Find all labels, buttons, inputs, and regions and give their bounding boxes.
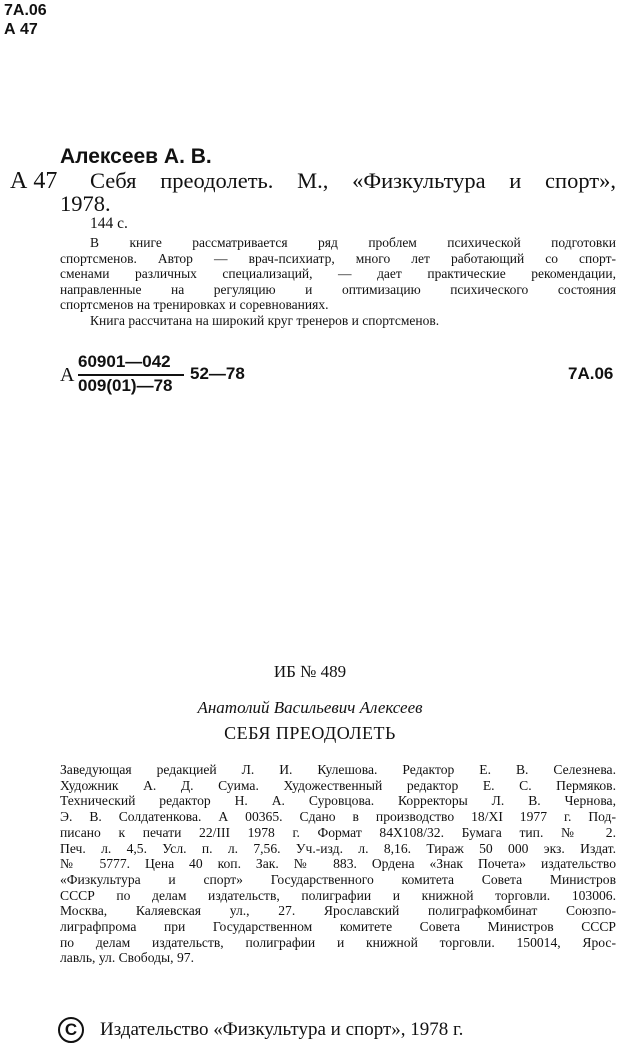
corner-author-mark: А 47 — [4, 21, 38, 38]
annotation — [60, 235, 616, 329]
book-title-line-1: Себя преодолеть. М., «Физкультура и спорт», — [90, 168, 616, 193]
author-mark: А 47 — [10, 168, 58, 194]
imprint-line: «Физкультура и спорт» Государственного комитета Совета Министров — [60, 871, 616, 887]
annotation-line: В книге рассматривается ряд проблем психической подготовки — [90, 235, 616, 250]
annotation-line: направленные на регуляцию и оптимизацию психического состояния — [60, 281, 616, 297]
annotation-line: сменами различных специализаций, — дает практические рекомендации, — [60, 266, 616, 282]
imprint-line: лавль, ул. Свободы, 97. — [60, 950, 194, 966]
author-heading: Алексеев А. В. — [60, 145, 212, 168]
annotation-line: спортсменов. Автор — врач-психиатр, много лет работающий со спорт- — [60, 250, 616, 266]
imprint-line: писано к печати 22/III 1978 г. Формат 84Х108/32. Бумага тип. № 2. — [60, 824, 616, 840]
copyright-icon: C — [58, 1017, 84, 1043]
page-count: 144 с. — [90, 215, 128, 232]
imprint-line: Москва, Каляевская ул., 27. Ярославский полиграфкомбинат Союзпо- — [60, 903, 616, 919]
index-numerator: 60901—042 — [78, 352, 171, 371]
imprint-line: № 5777. Цена 40 коп. Зак. № 883. Ордена «Знак Почета» издательство — [60, 856, 616, 872]
imprint-line: Э. В. Солдатенкова. А 00365. Сдано в производство 18/XI 1977 г. Под- — [60, 809, 616, 825]
colophon-title: СЕБЯ ПРЕОДОЛЕТЬ — [224, 723, 396, 743]
imprint-line: Печ. л. 4,5. Усл. п. л. 7,56. Уч.-изд. л. 8,16. Тираж 50 000 экз. Издат. — [60, 840, 616, 856]
imprint-line: Заведующая редакцией Л. И. Кулешова. Редактор Е. В. Селезнева. — [60, 762, 616, 777]
audience-note: Книга рассчитана на широкий круг тренеров и спортсменов. — [90, 312, 440, 328]
imprint-line: Художник А. Д. Суима. Художественный редактор Е. С. Пермяков. — [60, 777, 616, 793]
imprint-line: Технический редактор Н. А. Суровцова. Корректоры Л. В. Чернова, — [60, 793, 616, 809]
index-denominator: 009(01)—78 — [78, 376, 173, 395]
annotation-line: спортсменов на тренировках и соревнованиях. — [60, 297, 329, 313]
imprint-line: СССР по делам издательств, полиграфии и книжной торговли. 103006. — [60, 887, 616, 903]
imprint-block — [60, 762, 616, 966]
imprint-line: лиграфпрома при Государственном комитете Совета Министров СССР — [60, 919, 616, 935]
bbk-code: 7А.06 — [568, 364, 614, 383]
index-suffix: 52—78 — [190, 364, 245, 383]
index-letter: А — [60, 364, 75, 386]
copyright-text: Издательство «Физкультура и спорт», 1978 г. — [100, 1019, 464, 1040]
ib-number: ИБ № 489 — [273, 662, 347, 681]
corner-bbk-code: 7А.06 — [4, 2, 47, 19]
imprint-line: по делам издательств, полиграфии и книжной торговли. 150014, Ярос- — [60, 934, 616, 950]
book-title-line-2: 1978. — [60, 191, 111, 216]
author-full-name: Анатолий Васильевич Алексеев — [197, 698, 423, 717]
